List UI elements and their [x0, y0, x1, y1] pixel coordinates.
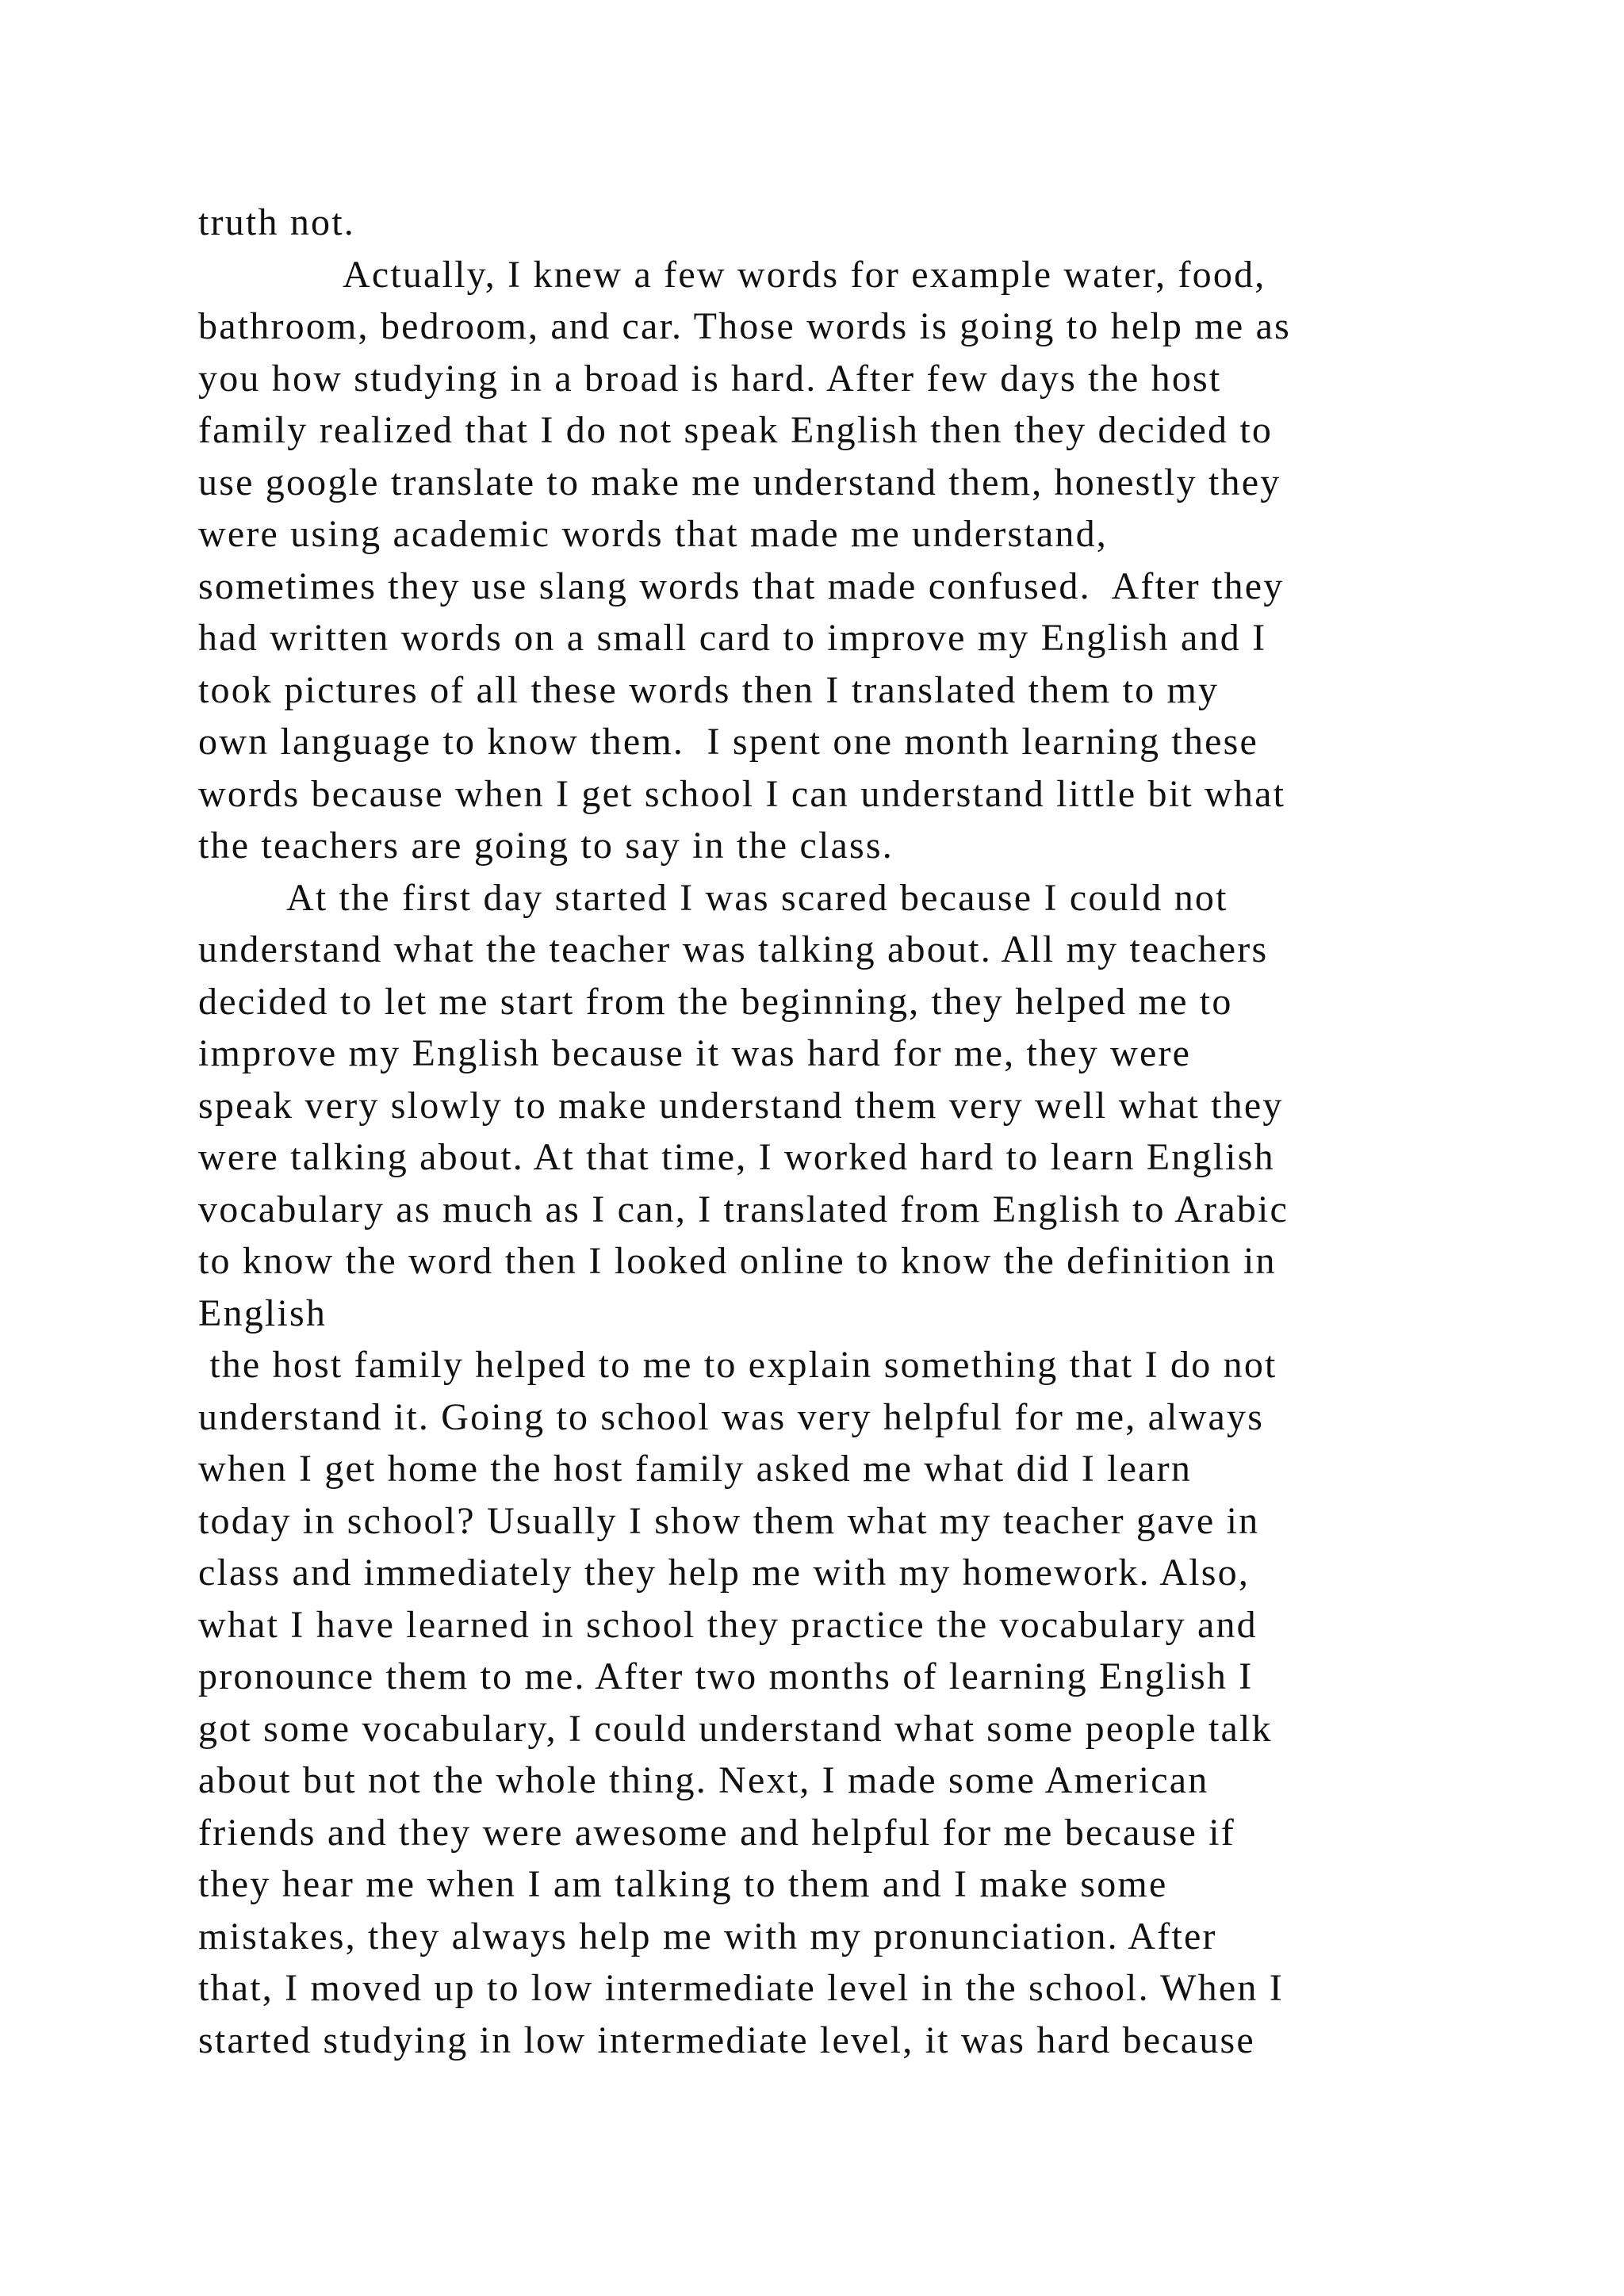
- text-line: what I have learned in school they practice the vocabulary and: [198, 1603, 1258, 1646]
- text-line: when I get home the host family asked me what did I learn: [198, 1448, 1193, 1490]
- text-line: At the first day started I was scared because I could not: [198, 876, 1228, 919]
- text-line: were using academic words that made me understand,: [198, 513, 1108, 555]
- text-line: Actually, I knew a few words for example water, food,: [198, 253, 1266, 296]
- text-line: own language to know them. I spent one month learning these: [198, 721, 1259, 763]
- text-line: mistakes, they always help me with my pronunciation. After: [198, 1915, 1217, 1957]
- text-line: pronounce them to me. After two months of learning English I: [198, 1655, 1254, 1697]
- text-line: had written words on a small card to improve my English and I: [198, 617, 1267, 659]
- text-line: understand what the teacher was talking about. All my teachers: [198, 928, 1269, 970]
- text-line: truth not.: [198, 201, 355, 243]
- text-line: to know the word then I looked online to know the definition in: [198, 1240, 1277, 1282]
- text-line: the host family helped to me to explain something that I do not: [198, 1344, 1277, 1386]
- text-line: use google translate to make me understand them, honestly they: [198, 461, 1281, 503]
- text-line: sometimes they use slang words that made confused. After they: [198, 564, 1285, 607]
- text-line: vocabulary as much as I can, I translated from English to Arabic: [198, 1188, 1289, 1230]
- text-line: decided to let me start from the beginning, they helped me to: [198, 980, 1233, 1023]
- text-line: family realized that I do not speak English then they decided to: [198, 409, 1274, 451]
- text-line: class and immediately they help me with my homework. Also,: [198, 1552, 1251, 1594]
- text-line: you how studying in a broad is hard. After few days the host: [198, 357, 1222, 400]
- essay-body: [198, 197, 1451, 2066]
- text-line: improve my English because it was hard for me, they were: [198, 1032, 1192, 1074]
- text-line: took pictures of all these words then I translated them to my: [198, 668, 1220, 711]
- text-line: today in school? Usually I show them what my teacher gave in: [198, 1499, 1260, 1542]
- text-line: the teachers are going to say in the class.: [198, 825, 894, 867]
- text-line: words because when I get school I can understand little bit what: [198, 772, 1286, 815]
- text-line: were talking about. At that time, I worked hard to learn English: [198, 1136, 1275, 1178]
- text-line: friends and they were awesome and helpful for me because if: [198, 1811, 1235, 1854]
- text-line: they hear me when I am talking to them and I make some: [198, 1863, 1168, 1905]
- text-line: started studying in low intermediate level, it was hard because: [198, 2019, 1255, 2061]
- text-line: about but not the whole thing. Next, I made some American: [198, 1759, 1209, 1801]
- text-line: speak very slowly to make understand them very well what they: [198, 1084, 1284, 1127]
- text-line: that, I moved up to low intermediate level in the school. When I: [198, 1967, 1284, 2009]
- text-line: English: [198, 1292, 327, 1334]
- text-line: got some vocabulary, I could understand what some people talk: [198, 1707, 1273, 1750]
- text-line: bathroom, bedroom, and car. Those words is going to help me as: [198, 305, 1291, 347]
- text-line: understand it. Going to school was very helpful for me, always: [198, 1395, 1265, 1438]
